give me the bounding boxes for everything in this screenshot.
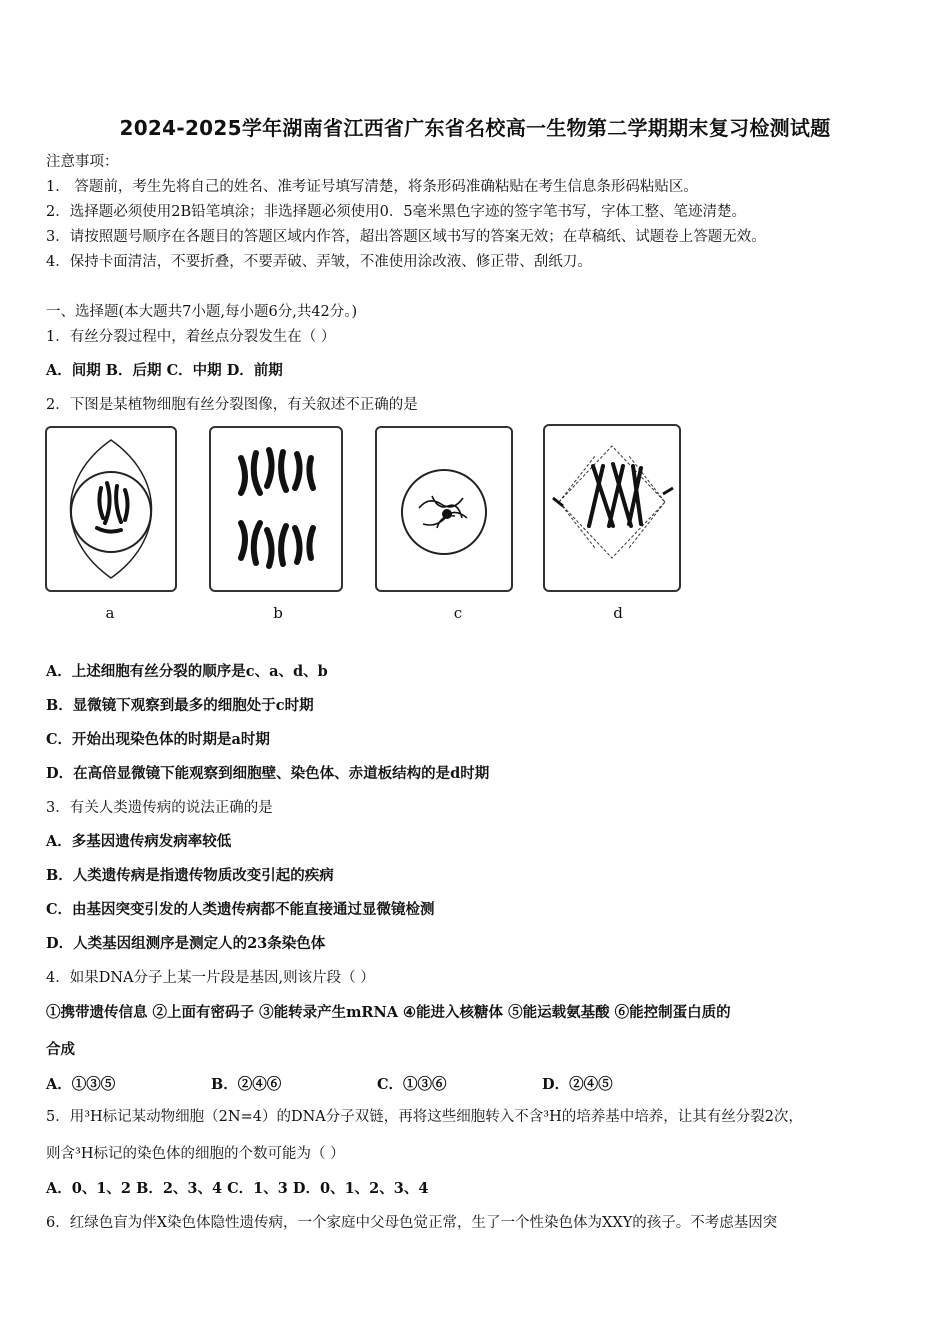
q1-stem: 1．有丝分裂过程中，着丝点分裂发生在（ ） (46, 329, 336, 345)
q5-options: A．0、1、2 B．2、3、4 C．1、3 D．0、1、2、3、4 (46, 1180, 429, 1197)
cell-a-drawing (47, 428, 175, 590)
q3-option-b: B．人类遗传病是指遗传物质改变引起的疾病 (46, 867, 334, 884)
section-heading: 一、选择题(本大题共7小题,每小题6分,共42分。) (46, 304, 358, 320)
q2-option-b: B．显微镜下观察到最多的细胞处于c时期 (46, 697, 314, 714)
q1-options: A．间期 B．后期 C．中期 D．前期 (46, 362, 283, 379)
q4-option-d: D．②④⑤ (542, 1076, 613, 1093)
figure-label-a: a (105, 604, 115, 622)
q5-stem-line1: 5．用³H标记某动物细胞（2N=4）的DNA分子双链，再将这些细胞转入不含³H的培养基中培养，让其有丝分裂2次， (46, 1109, 803, 1125)
q5-stem-line2: 则含³H标记的染色体的细胞的个数可能为（ ） (46, 1146, 345, 1162)
figure-cell-a (45, 426, 177, 592)
page-title: 2024-2025学年湖南省江西省广东省名校高一生物第二学期期末复习检测试题 (119, 116, 831, 140)
q3-stem: 3．有关人类遗传病的说法正确的是 (46, 800, 273, 816)
notice-item-4: 4．保持卡面清洁，不要折叠，不要弄破、弄皱，不准使用涂改液、修正带、刮纸刀。 (46, 254, 592, 270)
q2-option-c: C．开始出现染色体的时期是a时期 (46, 731, 270, 748)
q3-option-c: C．由基因突变引发的人类遗传病都不能直接通过显微镜检测 (46, 901, 435, 918)
q3-option-d: D．人类基因组测序是测定人的23条染色体 (46, 935, 326, 952)
q6-stem-line1: 6．红绿色盲为伴X染色体隐性遗传病，一个家庭中父母色觉正常，生了一个性染色体为XXY的孩子。不考虑基因突 (46, 1215, 778, 1231)
figure-label-c: c (453, 604, 463, 622)
figure-cell-b (209, 426, 343, 592)
notice-item-1: 1． 答题前，考生先将自己的姓名、准考证号填写清楚，将条形码准确粘贴在考生信息条形码粘贴区。 (46, 179, 698, 195)
figure-label-d: d (613, 604, 623, 622)
figure-cell-c (375, 426, 513, 592)
q4-option-b: B．②④⑥ (211, 1076, 282, 1093)
q4-statements-line1: ①携带遗传信息 ②上面有密码子 ③能转录产生mRNA ④能进入核糖体 ⑤能运载氨基酸 ⑥能控制蛋白质的 (46, 1004, 731, 1021)
notice-item-3: 3．请按照题号顺序在各题目的答题区域内作答，超出答题区域书写的答案无效；在草稿纸、试题卷上答题无效。 (46, 229, 766, 245)
q4-stem: 4．如果DNA分子上某一片段是基因,则该片段（ ） (46, 970, 375, 986)
q2-option-d: D．在高倍显微镜下能观察到细胞壁、染色体、赤道板结构的是d时期 (46, 765, 490, 782)
q4-option-a: A．①③⑤ (46, 1076, 116, 1093)
q4-option-c: C．①③⑥ (377, 1076, 447, 1093)
figure-cell-d (543, 424, 681, 592)
cell-b-drawing (211, 428, 341, 590)
q2-stem: 2．下图是某植物细胞有丝分裂图像，有关叙述不正确的是 (46, 397, 418, 413)
figure-label-b: b (273, 604, 283, 622)
cell-d-drawing (545, 426, 679, 590)
q3-option-a: A．多基因遗传病发病率较低 (46, 833, 232, 850)
q2-option-a: A．上述细胞有丝分裂的顺序是c、a、d、b (46, 663, 328, 680)
cell-c-drawing (377, 428, 511, 590)
notice-heading: 注意事项： (46, 154, 119, 170)
q4-statements-line2: 合成 (46, 1041, 75, 1058)
notice-item-2: 2．选择题必须使用2B铅笔填涂；非选择题必须使用0．5毫米黑色字迹的签字笔书写，字体工整、笔迹清楚。 (46, 204, 747, 220)
